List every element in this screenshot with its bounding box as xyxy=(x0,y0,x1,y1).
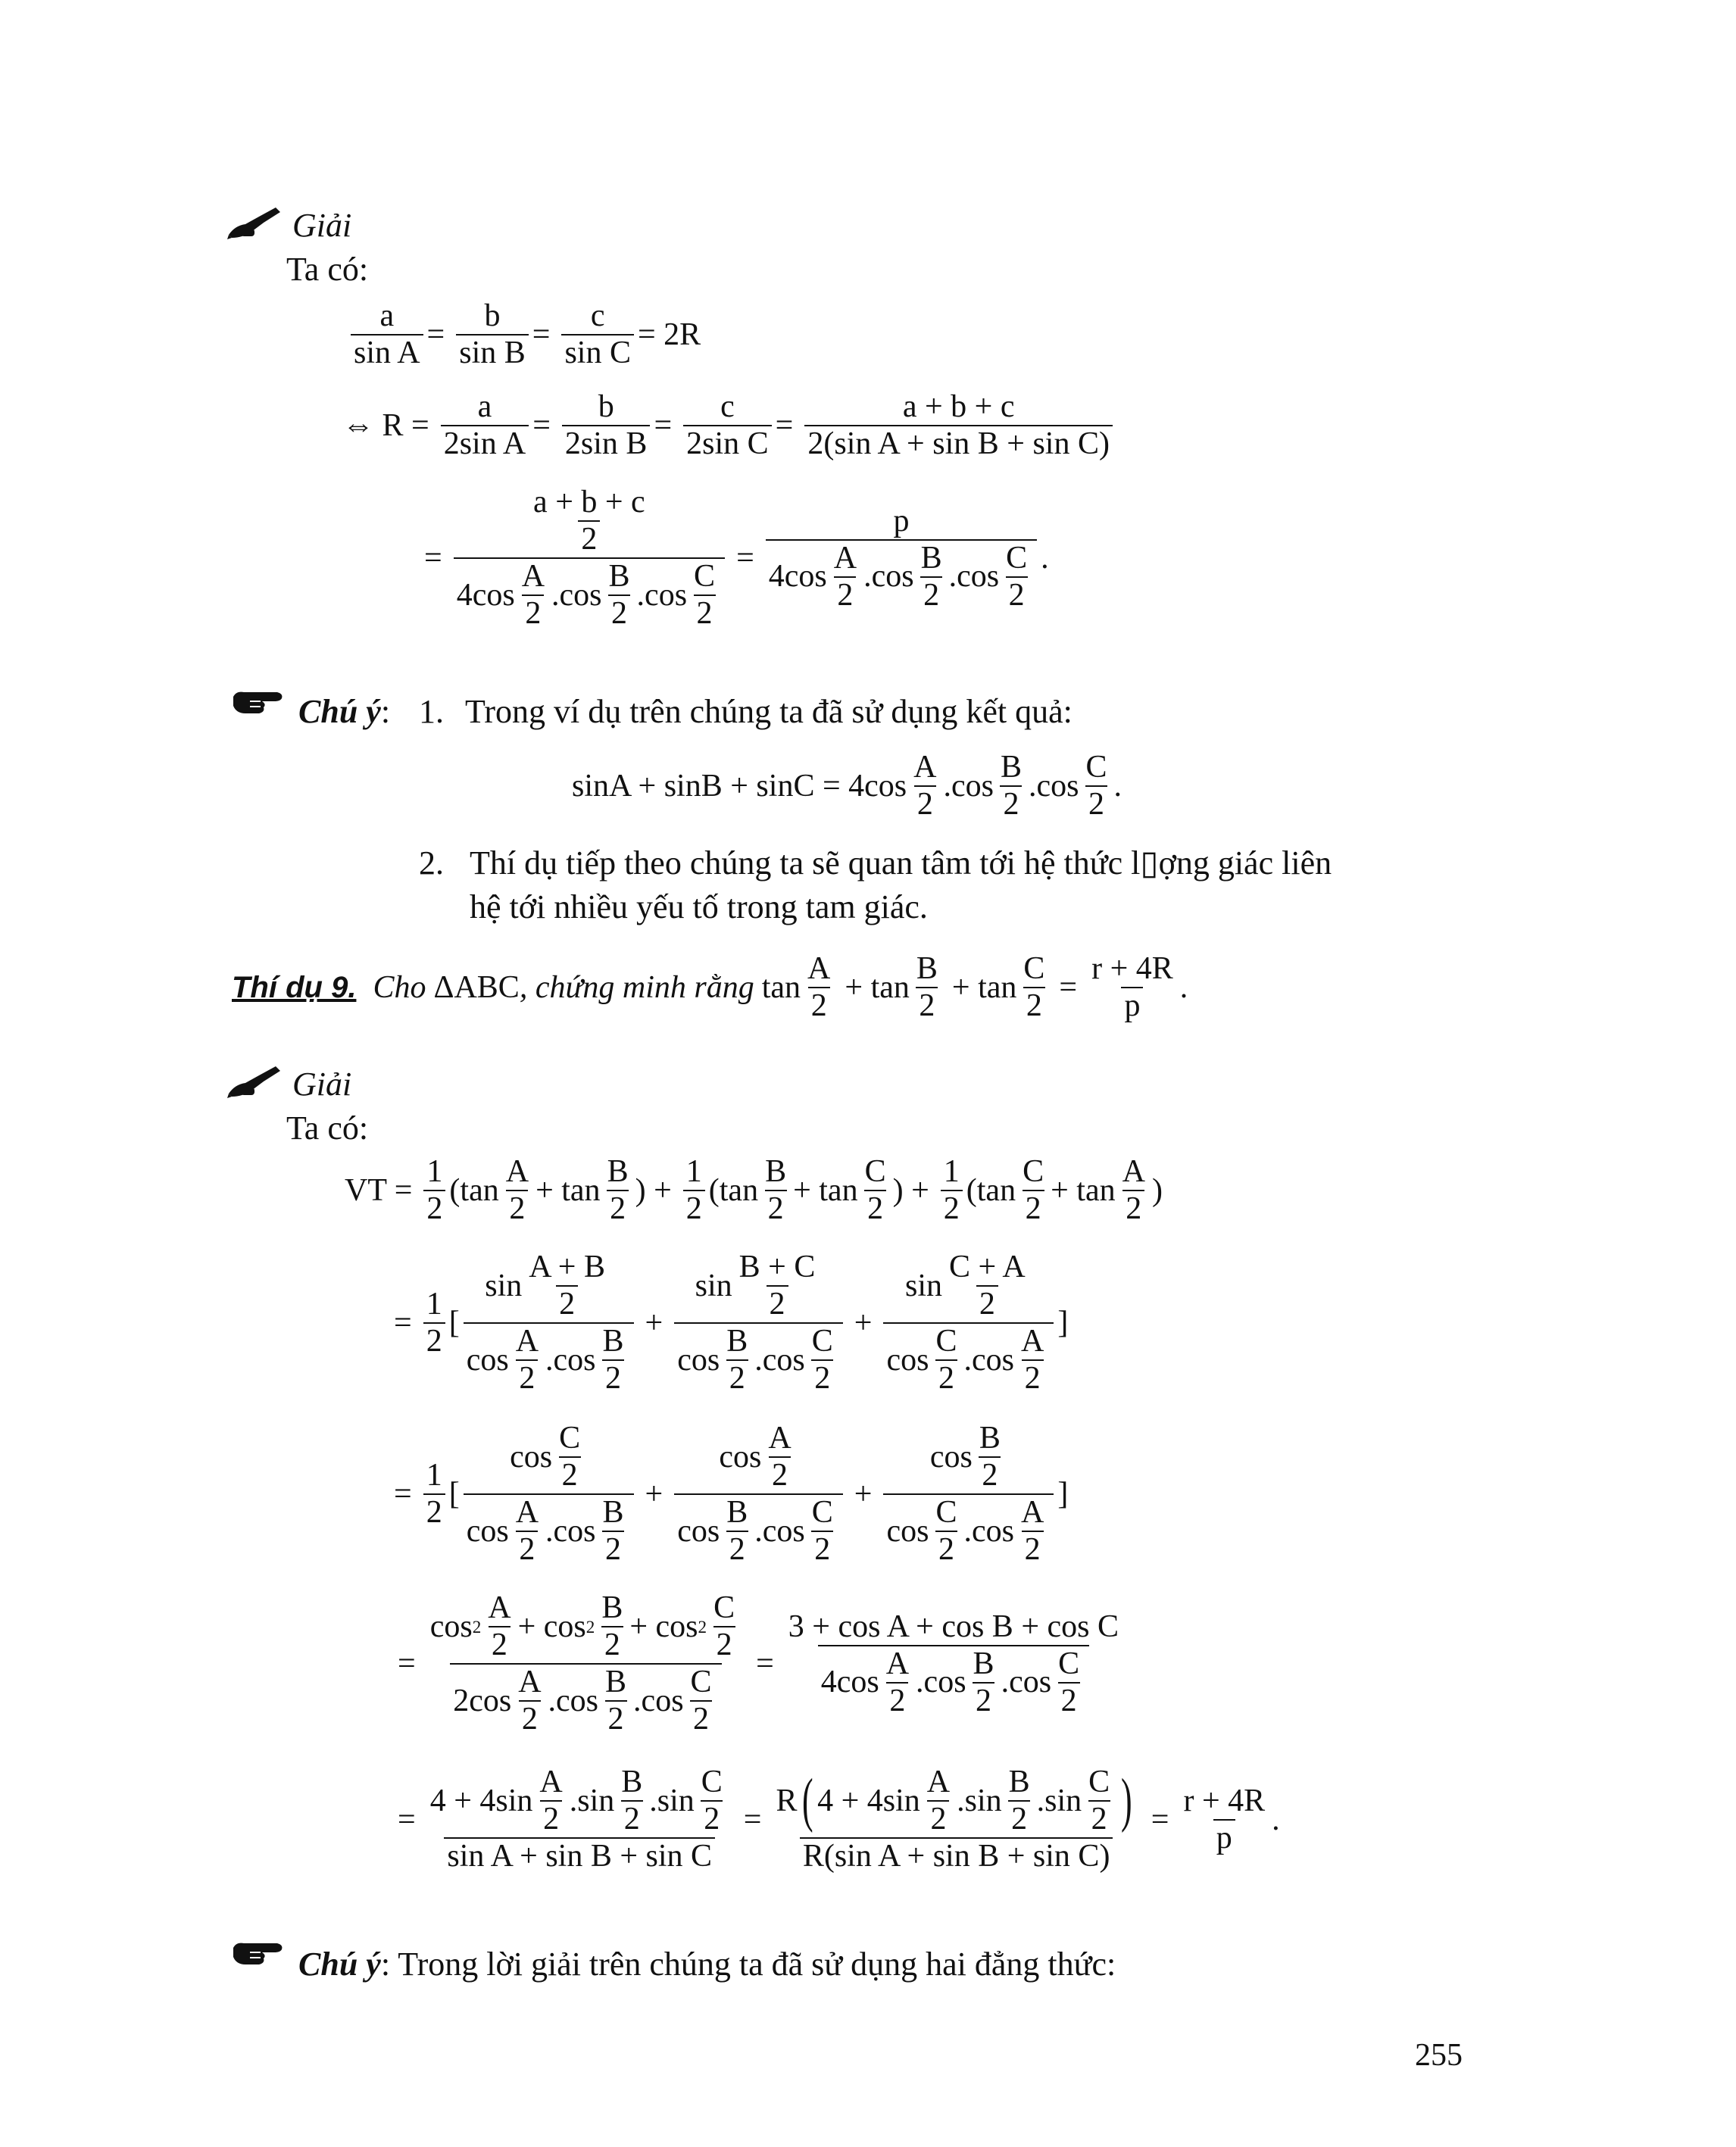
note1-text-2a: Thí dụ tiếp theo chúng ta sẽ quan tâm tới hệ thức l▯ợng giác liên xyxy=(470,844,1332,882)
fraction-a-2sinA: $\frac{a}{\text{2sin A}}$ xyxy=(441,389,529,462)
equals-sign: = xyxy=(426,317,445,353)
intro-text: Ta có: xyxy=(286,251,369,288)
fraction-c-sinC: $\frac{c}{\text{sin C}}$ xyxy=(561,298,634,371)
equation-cos-squared: = cos 2 A 2 + cos 2 B 2 + cos 2 C 2 2cos A 2 .cos B 2 .cos C 2 = 3 + cos A + cos B + cos C 4cos A 2 .cos B 2 .cos C 2 xyxy=(398,1590,1119,1737)
fraction-sum-sides: a + b + c 2(sin A + sin B + sin C) xyxy=(804,389,1113,462)
fraction-b-sinB: $\frac{b}{\text{sin B}}$ xyxy=(456,298,529,371)
fraction-a-sinA: $\frac{a}{\text{sin A}}$ xyxy=(351,298,423,371)
period: . xyxy=(1041,541,1049,576)
page-number: 255 xyxy=(1415,2038,1463,2073)
solution-label: Giải xyxy=(292,207,352,244)
equation-cos-sum: = 1 2 [ cos C 2 cos A 2 .cos B 2 + cos A 2 cos B 2 .cos C 2 + cos B 2 cos C 2 .cos A 2 ] xyxy=(394,1421,1069,1568)
note1-formula: sinA + sinB + sinC = 4cos A 2 .cos B 2 .cos C 2 . xyxy=(572,750,1122,822)
iff-R: ⇔ R = xyxy=(342,408,429,444)
note1-text-1: Trong ví dụ trên chúng ta đã sử dụng kết quả: xyxy=(465,693,1073,730)
example-label: Thí dụ 9. xyxy=(232,970,357,1004)
note1-label-line: Chú ý: xyxy=(298,693,391,730)
pointing-hand-icon xyxy=(232,1937,285,1968)
note2-line: Chú ý: Trong lời giải trên chúng ta đã sử dụng hai đẳng thức: xyxy=(298,1946,1116,1983)
pointing-hand-icon xyxy=(232,686,285,716)
equals-sign: = xyxy=(424,541,442,576)
equation-sin-sum: = 1 2 [ sin A + B 2 cos A 2 .cos B 2 + sin B + C 2 cos B 2 .cos C 2 + sin C + A 2 cos C 2 .cos A 2 ] xyxy=(394,1250,1069,1396)
note1-number-1: 1. xyxy=(419,693,444,730)
rhs-2R: = 2R xyxy=(637,317,701,353)
equals-sign: = xyxy=(736,541,754,576)
equation-R xyxy=(342,389,1116,462)
fraction-c-2sinC: $\frac{c}{\text{2sin C}}$ xyxy=(683,389,772,462)
equals-sign: = xyxy=(532,317,551,353)
solution-label-2: Giải xyxy=(292,1066,352,1103)
example9-statement: Thí dụ 9. Cho ΔABC , chứng minh rằng tan A 2 + tan B 2 + tan C 2 = r + 4R p . xyxy=(232,951,1188,1024)
fraction-p-over-cos: p 4cos A 2 .cos B 2 .cos C 2 xyxy=(766,504,1037,613)
intro-text-2: Ta có: xyxy=(286,1109,369,1147)
equals-sign: = xyxy=(654,408,673,444)
equals-sign: = xyxy=(775,408,794,444)
equation-law-of-sines xyxy=(347,298,701,371)
fraction-b-2sinB: $\frac{b}{\text{2sin B}}$ xyxy=(562,389,651,462)
equation-final: = 4 + 4sin A 2 .sin B 2 .sin C 2 sin A + sin B + sin C = R ( 4 + 4sin A 2 .sin B 2 .sin C 2 ) R(sin A + sin B + sin C) = r + 4R p . xyxy=(398,1765,1280,1874)
equals-sign: = xyxy=(532,408,551,444)
note1-text-2b: hệ tới nhiều yếu tố trong tam giác. xyxy=(470,888,928,925)
fraction-half-perimeter-over-cos: a + b + c 2 4cos A 2 .cos B 2 .cos C 2 xyxy=(454,485,725,632)
equation-R-cos xyxy=(424,485,1049,632)
note1-number-2: 2. xyxy=(419,844,444,882)
pencil-hand-icon xyxy=(226,203,283,241)
equation-vt: VT = 1 2 (tan A 2 + tan B 2 ) + 1 2 (tan B 2 + tan C 2 ) + 1 2 (tan C 2 + tan A 2 ) xyxy=(345,1154,1163,1227)
pencil-hand-icon xyxy=(226,1062,283,1100)
